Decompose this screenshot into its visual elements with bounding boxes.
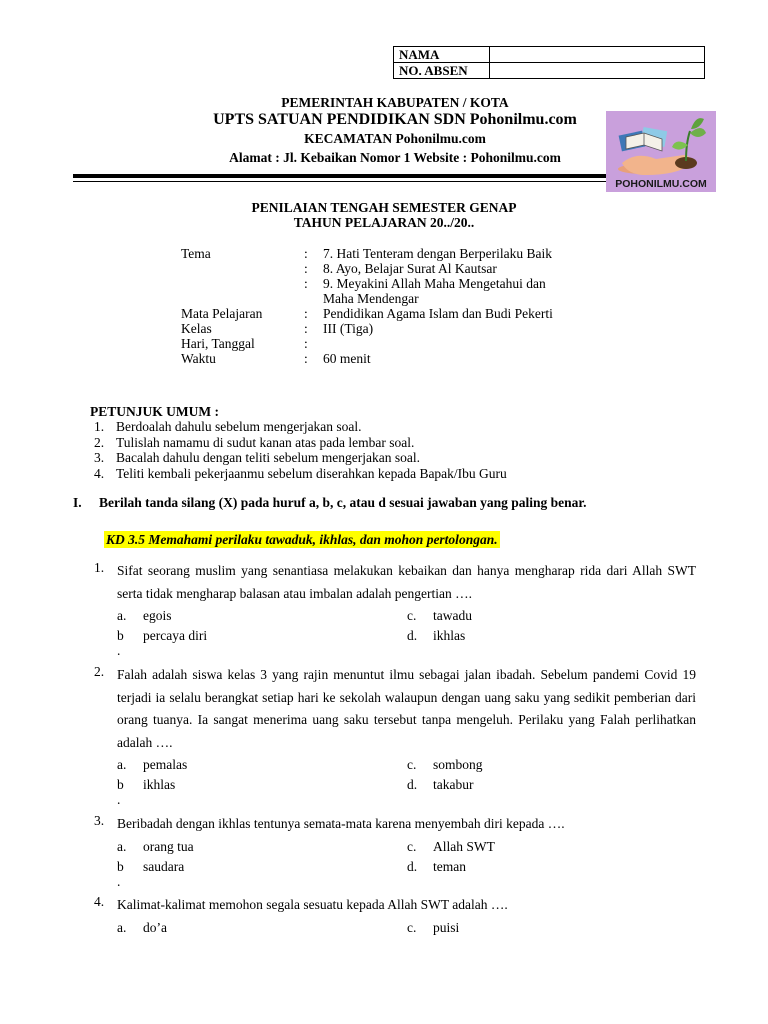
info-row	[181, 291, 593, 306]
instructions-heading: PETUNJUK UMUM :	[90, 404, 219, 419]
info-colon: :	[304, 351, 308, 366]
option-letter: a.	[117, 919, 127, 935]
info-colon: :	[304, 261, 308, 276]
option-text: egois	[143, 608, 172, 623]
trailing-dot: .	[117, 792, 121, 807]
info-row	[181, 351, 593, 366]
info-value: III (Tiga)	[323, 321, 374, 336]
option-letter: c.	[407, 919, 417, 935]
option-text: saudara	[143, 858, 185, 874]
header-school-name: UPTS SATUAN PENDIDIKAN SDN Pohonilmu.com	[213, 111, 577, 128]
info-value: Maha Mendengar	[323, 291, 419, 306]
option-b[interactable]	[117, 628, 407, 644]
option-b[interactable]	[117, 859, 407, 875]
option-a[interactable]	[117, 608, 407, 624]
list-text: Tulislah namamu di sudut kanan atas pada lembar soal.	[116, 434, 415, 450]
option-text: tawadu	[433, 608, 472, 623]
option-letter: c.	[407, 757, 417, 772]
list-number: 3.	[94, 450, 105, 466]
info-row	[181, 336, 593, 351]
question-3	[94, 813, 696, 889]
option-letter: b	[117, 858, 124, 874]
option-text: Allah SWT	[433, 838, 495, 854]
section-number: I.	[73, 495, 82, 510]
list-number: 2.	[94, 434, 105, 450]
question-text: Sifat seorang muslim yang senantiasa melakukan kebaikan dan hanya mengharap rida dari Allah SWT serta tidak mengharap balasan atau imbalan adalah pengertian ….	[117, 563, 696, 601]
trailing-dot: .	[117, 643, 121, 658]
header-divider-thick	[73, 174, 606, 178]
info-colon: :	[304, 276, 308, 291]
list-item	[94, 419, 507, 435]
competency-highlight: KD 3.5 Memahami perilaku tawaduk, ikhlas, dan mohon pertolongan.	[106, 532, 498, 547]
option-letter: a.	[117, 608, 127, 623]
list-item	[94, 466, 507, 482]
option-text: teman	[433, 858, 466, 874]
instructions-list	[94, 419, 507, 481]
option-text: orang tua	[143, 838, 194, 854]
option-letter: d.	[407, 628, 418, 643]
info-key	[181, 291, 304, 306]
trailing-dot: .	[117, 873, 121, 889]
option-text: puisi	[433, 919, 460, 935]
list-number: 1.	[94, 419, 105, 434]
option-text: ikhlas	[433, 628, 466, 643]
question-number: 4.	[94, 894, 105, 909]
header-district: KECAMATAN Pohonilmu.com	[304, 131, 486, 146]
option-letter: d.	[407, 858, 418, 874]
info-value: 8. Ayo, Belajar Surat Al Kautsar	[323, 261, 497, 276]
option-d[interactable]	[407, 628, 697, 644]
option-letter: d.	[407, 777, 418, 792]
info-row	[181, 276, 593, 291]
info-row	[181, 321, 593, 336]
info-value: 60 menit	[323, 351, 371, 366]
list-number: 4.	[94, 465, 105, 481]
option-b[interactable]	[117, 777, 407, 793]
question-number: 2.	[94, 664, 105, 679]
list-text: Bacalah dahulu dengan teliti sebelum mengerjakan soal.	[116, 450, 421, 466]
info-row	[181, 261, 593, 276]
info-key	[181, 276, 304, 291]
info-colon: :	[304, 336, 308, 351]
question-text: Kalimat-kalimat memohon segala sesuatu kepada Allah SWT adalah ….	[117, 897, 508, 912]
option-letter: c.	[407, 608, 417, 623]
question-text: Falah adalah siswa kelas 3 yang rajin menuntut ilmu sebagai jalan ibadah. Sebelum pandemi Covid 19 terjadi ia selalu berangkat setiap hari ke sekolah walaupun dengan uang saku yang sedikit pemberian dari orang tuanya. Ia sangat menerima uang saku tersebut tanpa mengeluh. Perilaku yang Falah perlihatkan adalah ….	[117, 667, 696, 750]
question-number: 3.	[94, 813, 105, 828]
absen-field[interactable]	[490, 63, 705, 79]
info-key: Tema	[181, 246, 211, 261]
info-row	[181, 246, 593, 261]
option-text: sombong	[433, 757, 483, 772]
option-text: ikhlas	[143, 777, 176, 792]
answer-options	[117, 920, 696, 936]
info-colon: :	[304, 306, 308, 321]
option-letter: c.	[407, 838, 417, 854]
question-4	[94, 894, 696, 936]
option-d[interactable]	[407, 777, 697, 793]
info-key	[181, 261, 304, 276]
school-logo	[606, 111, 716, 192]
option-letter: a.	[117, 757, 127, 772]
option-text: percaya diri	[143, 628, 208, 643]
header-government: PEMERINTAH KABUPATEN / KOTA	[281, 95, 509, 110]
info-colon: :	[304, 246, 308, 261]
exam-year: TAHUN PELAJARAN 20../20..	[293, 215, 475, 230]
name-label: NAMA	[394, 47, 490, 63]
answer-options	[117, 839, 696, 875]
list-item	[94, 450, 507, 466]
list-item	[94, 435, 507, 451]
name-field[interactable]	[490, 47, 705, 63]
info-key: Hari, Tanggal	[181, 336, 255, 351]
option-letter: b	[117, 628, 124, 643]
question-number: 1.	[94, 560, 105, 575]
header-divider-thin	[73, 181, 606, 182]
info-key: Mata Pelajaran	[181, 306, 263, 321]
name-box	[393, 46, 705, 79]
question-1	[94, 560, 696, 658]
option-c[interactable]	[407, 920, 697, 936]
info-value: 7. Hati Tenteram dengan Berperilaku Baik	[323, 246, 552, 261]
question-text: Beribadah dengan ikhlas tentunya semata-mata karena menyembah diri kepada ….	[117, 816, 565, 831]
info-value: 9. Meyakini Allah Maha Mengetahui dan	[323, 276, 546, 291]
option-c[interactable]	[407, 839, 697, 855]
option-text: takabur	[433, 777, 474, 792]
exam-info	[181, 246, 593, 366]
option-a[interactable]	[117, 757, 407, 773]
exam-title: PENILAIAN TENGAH SEMESTER GENAP	[251, 200, 517, 215]
info-colon: :	[304, 321, 308, 336]
info-value: Pendidikan Agama Islam dan Budi Pekerti	[323, 306, 553, 321]
option-d[interactable]	[407, 859, 697, 875]
answer-options	[117, 608, 696, 644]
info-colon	[304, 291, 323, 306]
list-text: Berdoalah dahulu sebelum mengerjakan soal.	[116, 419, 362, 434]
info-key: Kelas	[181, 321, 212, 336]
option-text: pemalas	[143, 757, 188, 772]
section-instruction: Berilah tanda silang (X) pada huruf a, b, c, atau d sesuai jawaban yang paling benar.	[99, 495, 587, 510]
option-a[interactable]	[117, 839, 407, 855]
list-text: Teliti kembali pekerjaanmu sebelum diserahkan kepada Bapak/Ibu Guru	[116, 465, 507, 481]
info-row	[181, 306, 593, 321]
option-a[interactable]	[117, 920, 407, 936]
logo-text: POHONILMU.COM	[615, 178, 707, 190]
option-c[interactable]	[407, 757, 697, 773]
option-letter: a.	[117, 838, 127, 854]
info-value	[323, 336, 593, 351]
option-letter: b	[117, 777, 124, 792]
question-2	[94, 664, 696, 807]
option-c[interactable]	[407, 608, 697, 624]
absen-label: NO. ABSEN	[394, 63, 490, 79]
option-text: do’a	[143, 919, 167, 935]
answer-options	[117, 757, 696, 793]
info-key: Waktu	[181, 351, 216, 366]
section-heading	[73, 495, 586, 511]
header-address: Alamat : Jl. Kebaikan Nomor 1 Website : Pohonilmu.com	[229, 150, 561, 165]
